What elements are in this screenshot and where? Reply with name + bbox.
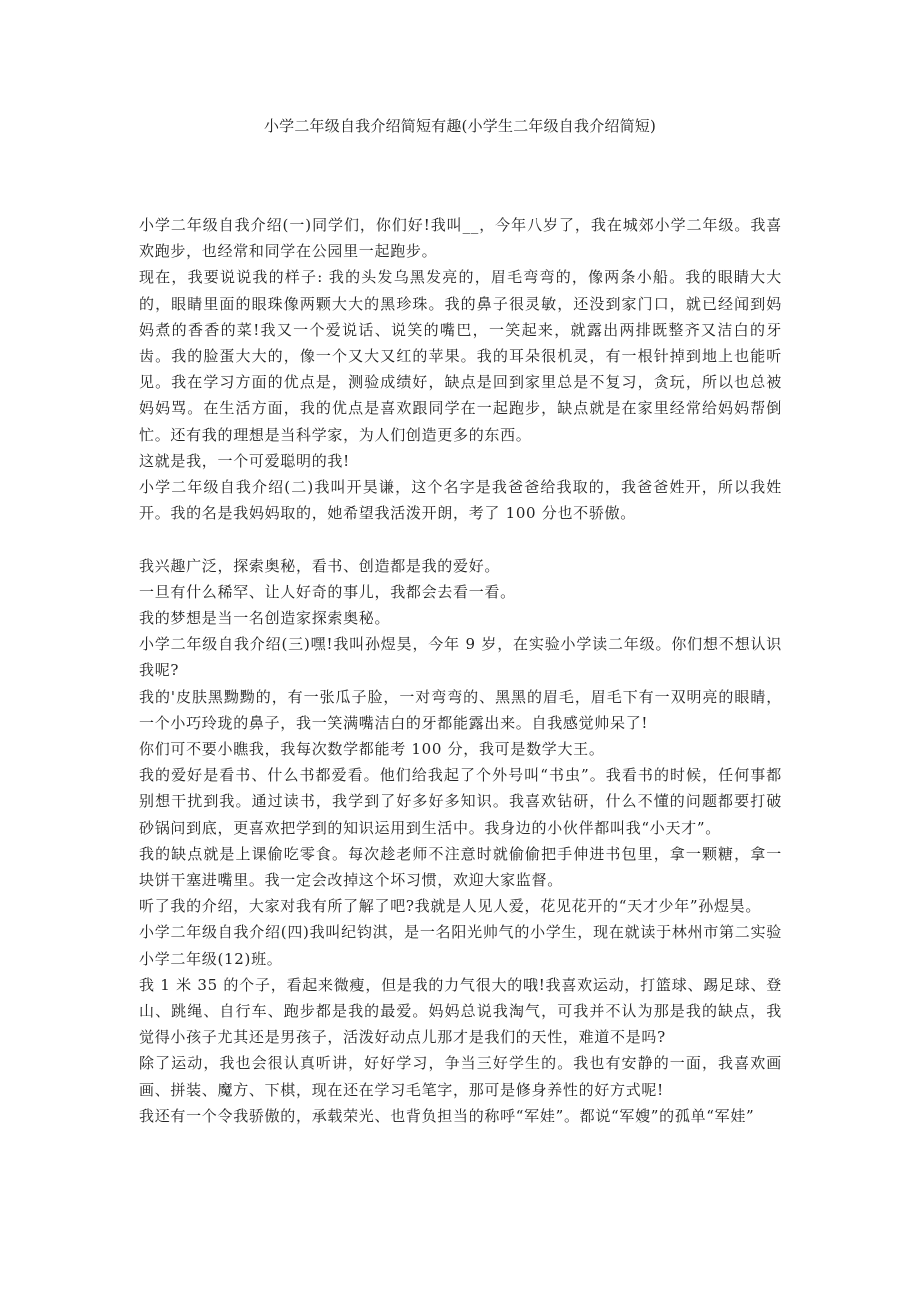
paragraph: 现在，我要说说我的样子: 我的头发乌黑发亮的，眉毛弯弯的，像两条小船。我的眼睛大大的，眼睛里面的眼珠像两颗大大的黑珍珠。我的鼻子很灵敏，还没到家门口，就已经闻到妈妈煮的香香的菜!我又一个爱说话、说笑的嘴巴，一笑起来，就露出两排既整齐又洁白的牙齿。我的脸蛋大大的，像一个又大又红的苹果。我的耳朵很机灵，有一根针掉到地上也能听见。我在学习方面的优点是，测验成绩好，缺点是回到家里总是不复习，贪玩，所以也总被妈妈骂。在生活方面，我的优点是喜欢跟同学在一起跑步，缺点就是在家里经常给妈妈帮倒忙。还有我的理想是当科学家，为人们创造更多的东西。: [139, 268, 782, 444]
paragraph: 我 1 米 35 的个子，看起来微瘦，但是我的力气很大的哦!我喜欢运动，打篮球、踢足球、登山、跳绳、自行车、跑步都是我的最爱。妈妈总说我淘气，可我并不认为那是我的缺点，我觉得小孩子尤其还是男孩子，活泼好动点儿那才是我们的天性，难道不是吗?: [139, 975, 782, 1047]
paragraph: 小学二年级自我介绍(三)嘿!我叫孙煜昊，今年 9 岁，在实验小学读二年级。你们想不想认识我呢?: [139, 635, 782, 680]
paragraph: 我的梦想是当一名创造家探索奥秘。: [139, 609, 391, 628]
document-title: 小学二年级自我介绍简短有趣(小学生二年级自我介绍简短): [263, 117, 657, 135]
paragraph: 我的爱好是看书、什么书都爱看。他们给我起了个外号叫“书虫”。我看书的时候，任何事都别想干扰到我。通过读书，我学到了好多好多知识。我喜欢钻研，什么不懂的问题都要打破砂锅问到底，更喜欢把学到的知识运用到生活中。我身边的小伙伴都叫我“小天才”。: [139, 766, 782, 837]
paragraph: 小学二年级自我介绍(四)我叫纪钧淇，是一名阳光帅气的小学生，现在就读于林州市第二实验小学二年级(12)班。: [139, 923, 782, 968]
paragraph: 我的缺点就是上课偷吃零食。每次趁老师不注意时就偷偷把手伸进书包里，拿一颗糖，拿一块饼干塞进嘴里。我一定会改掉这个坏习惯，欢迎大家监督。: [139, 844, 782, 890]
paragraph: 一旦有什么稀罕、让人好奇的事儿，我都会去看一看。: [139, 582, 516, 601]
paragraph-gap: [139, 526, 782, 552]
paragraph: 你们可不要小瞧我，我每次数学都能考 100 分，我可是数学大王。: [139, 740, 605, 759]
paragraph: 我的'皮肤黑黝黝的，有一张瓜子脸，一对弯弯的、黑黑的眉毛，眉毛下有一双明亮的眼睛，一个小巧玲珑的鼻子，我一笑满嘴洁白的牙都能露出来。自我感觉帅呆了!: [139, 687, 782, 732]
paragraph: 小学二年级自我介绍(一)同学们，你们好!我叫__，今年八岁了，我在城郊小学二年级。我喜欢跑步，也经常和同学在公园里一起跑步。: [139, 216, 782, 261]
paragraph: 这就是我，一个可爱聪明的我!: [139, 451, 350, 470]
paragraph: 除了运动，我也会很认真听讲，好好学习，争当三好学生的。我也有安静的一面，我喜欢画画、拼装、魔方、下棋，现在还在学习毛笔字，那可是修身养性的好方式呢!: [139, 1054, 782, 1099]
document-body: [139, 212, 782, 1129]
paragraph: 我兴趣广泛，探索奥秘，看书、创造都是我的爱好。: [139, 556, 501, 575]
paragraph: 我还有一个令我骄傲的，承载荣光、也背负担当的称呼“军娃”。都说“军嫂”的孤单“军娃”: [139, 1106, 755, 1125]
paragraph: 听了我的介绍，大家对我有所了解了吧?我就是人见人爱，花见花开的“天才少年”孙煜昊。: [139, 897, 762, 916]
paragraph: 小学二年级自我介绍(二)我叫开昊谦，这个名字是我爸爸给我取的，我爸爸姓开，所以我姓开。我的名是我妈妈取的，她希望我活泼开朗，考了 100 分也不骄傲。: [139, 478, 782, 523]
